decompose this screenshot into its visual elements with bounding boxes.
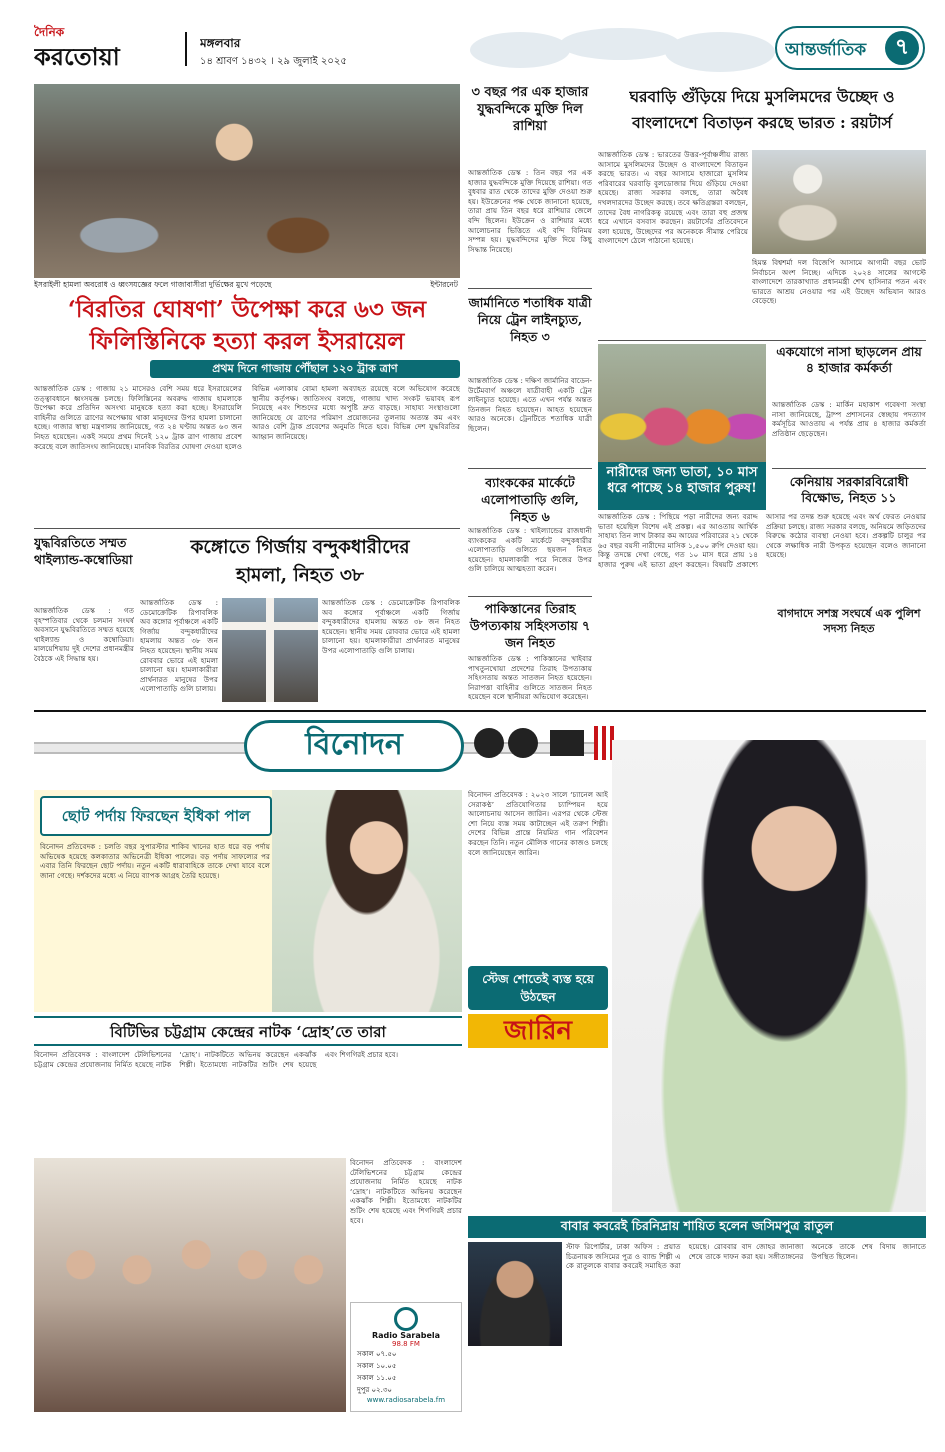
idhika-body: বিনোদন প্রতিবেদক : চলতি বছর সুপারস্টার শাকিব খানের হাত ধরে বড় পর্দায় অভিষেক হয়েছে কলকাতার অভিনেত্রী ইধিকা পালের। বড় পর্দায় সাফল্যের পর এবার তিনি ফিরছেন ছোট পর্দায়। নতুন একটি ধারাবাহিকে তাকে দেখা যাবে বলে জানা গেছে। দর্শকদের মধ্যে এ নিয়ে ব্যাপক আগ্রহ তৈরি হয়েছে।: [40, 842, 270, 880]
film-reel-icon: [474, 728, 504, 758]
radio-schedule-3: দুপুর ০২.৩০: [357, 1386, 392, 1394]
lead-headline: ‘বিরতির ঘোষণা’ উপেক্ষা করে ৬৩ জন: [67, 296, 427, 323]
rahul-headline: বাবার কবরেই চিরনিদ্রায় শায়িত হলেন জসিমপুত্র রাতুল: [468, 1216, 926, 1238]
masthead-date: ১৪ শ্রাবণ ১৪৩২ । ২৯ জুলাই ২০২৫: [200, 56, 347, 67]
jarin-tag: স্টেজ শোতেই ব্যস্ত হয়ে উঠছেন: [468, 966, 608, 1010]
page-number: ৭: [885, 31, 919, 65]
logo: [34, 24, 179, 72]
section-tab: [775, 26, 925, 70]
btv-body: বিনোদন প্রতিবেদক : বাংলাদেশ টেলিভিশনের চট্টগ্রাম কেন্দ্রের প্রযোজনায় নির্মিত হয়েছে নাটক ‘দ্রোহ’। নাটকটিতে অভিনয় করেছেন একঝাঁক শিল্পী। ইতোমধ্যে নাটকটির শুটিং শেষ হয়েছে এবং শিগগিরই প্রচার হবে।: [34, 1050, 399, 1069]
india-headline: ঘরবাড়ি গুঁড়িয়ে দিয়ে মুসলিমদের উচ্ছেদ ও বাংলাদেশে বিতাড়ন করছে ভারত : রয়টার্স: [629, 87, 895, 132]
radio-ad: [350, 1302, 462, 1412]
jarin-tag-box: [468, 966, 608, 1056]
women-headline: নারীদের জন্য ভাতা, ১০ মাস ধরে পাচ্ছে ১৪ হাজার পুরুষ!: [598, 462, 766, 510]
rahul-body: স্টাফ রিপোর্টার, ঢাকা অফিস : প্রয়াত চিত্রনায়ক জসিমের পুত্র ও ব্যান্ড শিল্পী এ কে রাতুলকে বাবার কবরেই সমাহিত করা হয়েছে। রোববার বাদ জোহর জানাজা শেষে তাকে দাফন করা হয়। সঙ্গীতাঙ্গনের অনেকে তাকে শেষ বিদায় জানাতে উপস্থিত ছিলেন।: [566, 1242, 926, 1271]
thai-headline: যুদ্ধবিরতিতে সম্মত থাইল্যান্ড-কম্বোডিয়া: [34, 535, 133, 567]
radio-schedule-0: সকাল ০৭.৫০: [357, 1350, 397, 1358]
russia-headline: ৩ বছর পর এক হাজার যুদ্ধবন্দিকে মুক্তি দিল রাশিয়া: [471, 85, 589, 134]
world-map-graphic: [460, 22, 780, 80]
lead-headline-line2: ফিলিস্তিনিকে হত্যা করল ইসরায়েল: [89, 328, 405, 355]
baghdad-headline: বাগদাদে সশস্ত্র সংঘর্ষে এক পুলিশ সদস্য নিহত: [777, 607, 921, 635]
india-photo: [752, 150, 926, 254]
jarin-name: জারিন: [468, 1014, 608, 1048]
congo-body: আন্তর্জাতিক ডেস্ক : ডেমোক্রেটিক রিপাবলিক অব কঙ্গোর পূর্বাঞ্চলে একটি গির্জায় বন্দুকধারীদের হামলায় অন্তত ৩৮ জন নিহত হয়েছেন। স্থানীয় সময় রোববার ভোরে এই হামলা চালানো হয়। হামলাকারীরা প্রার্থনারত মানুষের উপর এলোপাতাড়ি গুলি চালায়।: [140, 598, 218, 694]
lead-body: আন্তর্জাতিক ডেস্ক : গাজায় ২১ মাসেরও বেশি সময় ধরে ইসরায়েলের তত্ত্বাবধানে ধ্বংসযজ্ঞ চলছে। ফিলিস্তিনের অবরুদ্ধ গাজায় হামলাকে উপেক্ষা করে প্রতিদিন অসংখ্য মানুষকে হত্যা করা হচ্ছে। ইসরায়েলি বাহিনীর গুলিতে ত্রাণের অপেক্ষায় থাকা মানুষদের উপর হামলা চালানো হচ্ছে। গাজার স্বাস্থ্য মন্ত্রণালয় জানিয়েছে, গত ২৪ ঘণ্টায় অন্তত ৬৩ জন নিহত হয়েছেন। একই সময়ে প্রথম দিনেই ১২০ ট্রাক ত্রাণ গাজায় প্রবেশ করেছে বলে জাতিসংঘ জানিয়েছে। মানবিক বিরতির ঘোষণা দেওয়া হলেও বিভিন্ন এলাকায় বোমা হামলা অব্যাহত রয়েছে বলে অভিযোগ করেছে স্থানীয় কর্তৃপক্ষ। জাতিসংঘ বলছে, গাজায় খাদ্য সংকট ভয়াবহ রূপ নিয়েছে এবং শিশুদের মধ্যে অপুষ্টি দ্রুত বাড়ছে। সাহায্য সংস্থাগুলো জানিয়েছে যে ত্রাণের পরিমাণ প্রয়োজনের তুলনায় অত্যন্ত কম এবং আরও বেশি ট্রাক প্রবেশের অনুমতি দিতে হবে। বিভিন্ন দেশ যুদ্ধবিরতির আহ্বান জানিয়েছে।: [34, 384, 460, 451]
logo-small: দৈনিক: [34, 25, 65, 39]
radio-schedule-1: সকাল ১০.০৫: [357, 1362, 397, 1370]
radio-url[interactable]: www.radiosarabela.fm: [366, 1396, 446, 1404]
lead-subtitle: প্রথম দিনে গাজায় পৌঁছাল ১২০ ট্রাক ত্রাণ: [150, 360, 460, 378]
radio-name: Radio Sarabela: [371, 1331, 441, 1340]
section-title: আন্তর্জাতিক: [785, 40, 867, 60]
jarin-body: বিনোদন প্রতিবেদক : ২০২৩ সালে ‘চ্যানেল আই সেরাকণ্ঠ’ প্রতিযোগিতার চ্যাম্পিয়ন হয়ে আলোচনায় আসেন জারিন। এরপর থেকে স্টেজ শো নিয়ে ব্যস্ত সময় কাটাচ্ছেন এই তরুণ শিল্পী। দেশের বিভিন্ন প্রান্তে নিয়মিত গান পরিবেশন করছেন তিনি। নতুন মৌলিক গানের কাজও চলছে বলে জানিয়েছেন জারিন।: [468, 790, 608, 857]
idhika-headline: ছোট পর্দায় ফিরছেন ইধিকা পাল: [40, 796, 272, 836]
film-reel-icon-2: [508, 728, 538, 758]
btv-group-photo: [34, 1158, 346, 1412]
pakistan-body: আন্তর্জাতিক ডেস্ক : পাকিস্তানের খাইবার পাখতুনখোয়া প্রদেশের তিরাহ উপত্যকায় সহিংসতায় অন্তত সাতজন নিহত হয়েছেন। নিরাপত্তা বাহিনীর গুলিতে সাতজন নিহত হয়েছেন বলে স্থানীয়রা অভিযোগ করেছেন।: [468, 654, 592, 702]
russia-body: আন্তর্জাতিক ডেস্ক : তিন বছর পর এক হাজার যুদ্ধবন্দিকে মুক্তি দিয়েছে রাশিয়া। গত বুধবার রাত থেকে তাদের মুক্তি দেওয়া শুরু হয়। ইউক্রেনের পক্ষ থেকে জানানো হয়েছে, তারা প্রায় তিন বছর ধরে রাশিয়ার জেলে বন্দি ছিলেন। ইউক্রেন ও রাশিয়ার মধ্যে আলোচনার ভিত্তিতে এই বন্দি বিনিময় সম্পন্ন হয়। যুদ্ধবন্দিদের মুক্তি দিয়ে কিছু সিদ্ধান্ত নিয়েছে।: [468, 168, 592, 254]
clapperboard-icon: [550, 730, 584, 756]
bangkok-headline: ব্যাংককের মার্কেটে এলোপাতাড়ি গুলি, নিহত ৬: [481, 475, 579, 524]
radio-freq: 98.8 FM: [392, 1340, 420, 1348]
btv-headline: বিটিভির চট্টগ্রাম কেন্দ্রের নাটক ‘দ্রোহ’তে তারা: [34, 1016, 462, 1046]
women-photo: [598, 344, 766, 462]
women-body: আন্তর্জাতিক ডেস্ক : পিছিয়ে পড়া নারীদের জন্য বরাদ্দ ভাতা হয়েছিল বিশেষ এই প্রকল্প। এর আওতায় আর্থিক সাহায্য তিন লাখ টাকার কম আয়ের পরিবারের ২১ থেকে ৬৫ বছর বয়সী নারীদের মাসিক ১,৫০০ রুপি দেওয়া হয়। কিন্তু তদন্তে দেখা গেছে, গত ১০ মাস ধরে প্রায় ১৪ হাজার পুরুষ এই ভাতা গ্রহণ করছেন। বিষয়টি প্রকাশ্যে আসার পর তদন্ত শুরু হয়েছে এবং অর্থ ফেরত নেওয়ার প্রক্রিয়া চলছে। রাজ্য সরকার বলছে, অনিয়মে জড়িতদের বিরুদ্ধে কঠোর ব্যবস্থা নেওয়া হবে। প্রকল্পটি চালুর পর থেকে লক্ষাধিক নারী উপকৃত হয়েছেন বলেও জানানো হয়েছে।: [598, 512, 926, 569]
gaza-photo: [34, 84, 460, 278]
radio-logo-icon: [394, 1307, 418, 1331]
nasa-body: আন্তর্জাতিক ডেস্ক : মার্কিন মহাকাশ গবেষণা সংস্থা নাসা জানিয়েছে, ট্রাম্প প্রশাসনের স্বেচ্ছায় পদত্যাগ কর্মসূচির আওতায় এ পর্যন্ত প্রায় ৪ হাজার কর্মকর্তা প্রতিষ্ঠান ছেড়েছেন।: [772, 400, 926, 438]
logo-big: করতোয়া: [34, 42, 120, 71]
jarin-photo: [612, 740, 926, 1212]
germany-body: আন্তর্জাতিক ডেস্ক : দক্ষিণ জার্মানির বাডেন-উর্টেমবার্গ অঞ্চলে যাত্রীবাহী একটি ট্রেন লাইনচ্যুত হয়েছে। এতে এখন পর্যন্ত অন্তত তিনজন নিহত হয়েছেন। আহত হয়েছেন আরও অনেকে। ট্রেনটিতে শতাধিক যাত্রী ছিলেন।: [468, 376, 592, 433]
pakistan-headline: পাকিস্তানের তিরাহ উপত্যকায় সহিংসতায় ৭ জন নিহত: [469, 601, 591, 650]
india-body: আন্তর্জাতিক ডেস্ক : ভারতের উত্তর-পূর্বাঞ্চলীয় রাজ্য আসামে মুসলিমদের উচ্ছেদ ও বাংলাদেশে বিতাড়ন করছে ভারত। এ বছর আসামে হাজারো মুসলিম পরিবারের ঘরবাড়ি বুলডোজার দিয়ে গুঁড়িয়ে দেওয়া হয়েছে। রাজ্য সরকার বলছে, তারা অবৈধ দখলদারদের উচ্ছেদ করছে। তবে ক্ষতিগ্রস্তরা বলছেন, তাদের বৈধ নাগরিকত্ব রয়েছে এবং তারা বহু প্রজন্ম ধরে এখানে বসবাস করছেন। রয়টার্সের প্রতিবেদনে বলা হয়েছে, উচ্ছেদের পর অনেককে সীমান্ত পেরিয়ে বাংলাদেশে ঠেলে পাঠানো হয়েছে।: [598, 150, 748, 246]
india-caption: হিমন্ত বিশ্বশর্মা দল বিজেপি আসামে আগামী বছর ভোট নির্বাচনে অংশ নিচ্ছে। এদিকে ২০২৪ সালের আগস্টে বাংলাদেশে তারকাখ্যাত প্রধানমন্ত্রী শেখ হাসিনার পতন এবং ভারতে আশ্রয় নেওয়ার পর এই উচ্ছেদ অভিযান আরও বেড়েছে।: [752, 258, 926, 306]
gaza-photo-caption: ইসরাইলী হামলা অবরোধ ও ধ্বংসযজ্ঞের ফলে গাজাবাসীরা দুর্ভিক্ষের মুখে পড়েছে ইন্টারনেট: [34, 280, 460, 292]
photo-credit: ইন্টারনেট: [430, 280, 458, 289]
nasa-headline: একযোগে নাসা ছাড়লেন প্রায় ৪ হাজার কর্মকর্তা: [776, 344, 922, 375]
btv-body-2: বিনোদন প্রতিবেদক : বাংলাদেশ টেলিভিশনের চট্টগ্রাম কেন্দ্রের প্রযোজনায় নির্মিত হয়েছে নাটক ‘দ্রোহ’। নাটকটিতে অভিনয় করেছেন একঝাঁক শিল্পী। ইতোমধ্যে নাটকটির শুটিং শেষ হয়েছে এবং শিগগিরই প্রচার হবে।: [350, 1158, 462, 1225]
germany-headline: জার্মানিতে শতাধিক যাত্রী নিয়ে ট্রেন লাইনচ্যুত, নিহত ৩: [468, 295, 592, 344]
congo-church-photo: [222, 598, 318, 702]
masthead-day: মঙ্গলবার: [200, 36, 241, 50]
bangkok-body: আন্তর্জাতিক ডেস্ক : থাইল্যান্ডের রাজধানী ব্যাংককের একটি মার্কেটে বন্দুকধারীর এলোপাতাড়ি গুলিতে ছয়জন নিহত হয়েছেন। হামলাকারী পরে নিজের উপর গুলি চালিয়ে আত্মহত্যা করেন।: [468, 526, 592, 574]
congo-headline: কঙ্গোতে গির্জায় বন্দুকধারীদের হামলা, নিহত ৩৮: [190, 537, 410, 586]
rahul-photo: [468, 1242, 562, 1346]
idhika-photo: [272, 790, 462, 1012]
congo-body-2: আন্তর্জাতিক ডেস্ক : ডেমোক্রেটিক রিপাবলিক অব কঙ্গোর পূর্বাঞ্চলে একটি গির্জায় বন্দুকধারীদের হামলায় অন্তত ৩৮ জন নিহত হয়েছেন। স্থানীয় সময় রোববার ভোরে এই হামলা চালানো হয়। হামলাকারীরা প্রার্থনারত মানুষের উপর এলোপাতাড়ি গুলি চালায়।: [322, 598, 460, 655]
thai-body: আন্তর্জাতিক ডেস্ক : গত বৃহস্পতিবার থেকে চলমান সংঘর্ষ অবসানে যুদ্ধবিরতিতে সম্মত হয়েছে থাইল্যান্ড ও কম্বোডিয়া। মালয়েশিয়ায় দুই দেশের প্রধানমন্ত্রীর বৈঠকে এই সিদ্ধান্ত হয়।: [34, 606, 134, 663]
masthead: [0, 0, 945, 82]
radio-schedule-2: সকাল ১১.০৫: [357, 1374, 397, 1382]
binodon-title: বিনোদন: [244, 720, 464, 772]
kenya-headline: কেনিয়ায় সরকারবিরোধী বিক্ষোভ, নিহত ১১: [789, 474, 909, 505]
